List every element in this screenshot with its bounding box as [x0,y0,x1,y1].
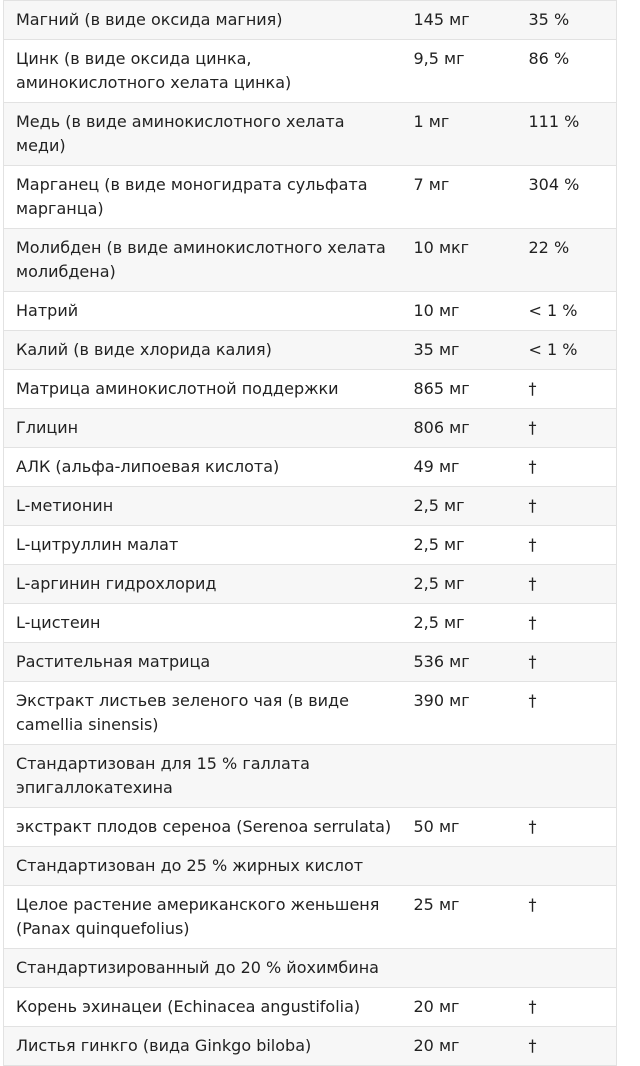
table-row [4,988,617,1027]
table-row [4,1,617,40]
ingredient-amount: 10 мкг [402,229,515,292]
table-row [4,448,617,487]
table-row [4,1027,617,1066]
ingredient-amount: 2,5 мг [402,526,515,565]
daily-value: 111 % [515,103,617,166]
daily-value [515,847,617,886]
ingredient-name: Листья гинкго (вида Ginkgo biloba) [4,1027,402,1066]
ingredient-name: Целое растение американского женьшеня (Panax quinquefolius) [4,886,402,949]
table-row [4,643,617,682]
ingredient-name: экстракт плодов сереноа (Serenoa serrulata) [4,808,402,847]
supplement-facts-table [3,0,617,1066]
daily-value [515,745,617,808]
daily-value [515,949,617,988]
ingredient-name: Цинк (в виде оксида цинка, аминокислотного хелата цинка) [4,40,402,103]
daily-value: 304 % [515,166,617,229]
ingredient-name: L-цитруллин малат [4,526,402,565]
ingredient-amount: 145 мг [402,1,515,40]
ingredient-name: Экстракт листьев зеленого чая (в виде camellia sinensis) [4,682,402,745]
ingredient-name: Магний (в виде оксида магния) [4,1,402,40]
daily-value: † [515,448,617,487]
ingredient-amount: 25 мг [402,886,515,949]
table-row [4,847,617,886]
daily-value: † [515,643,617,682]
daily-value: † [515,1027,617,1066]
daily-value: < 1 % [515,292,617,331]
ingredient-amount: 10 мг [402,292,515,331]
ingredient-amount: 9,5 мг [402,40,515,103]
ingredient-name: Молибден (в виде аминокислотного хелата молибдена) [4,229,402,292]
ingredient-name: Матрица аминокислотной поддержки [4,370,402,409]
ingredient-amount: 2,5 мг [402,604,515,643]
daily-value: † [515,487,617,526]
table-row [4,949,617,988]
daily-value: † [515,808,617,847]
table-row [4,331,617,370]
daily-value: † [515,988,617,1027]
daily-value: † [515,370,617,409]
ingredient-name: Глицин [4,409,402,448]
ingredient-name: Стандартизован до 25 % жирных кислот [4,847,402,886]
table-row [4,103,617,166]
ingredient-amount: 35 мг [402,331,515,370]
ingredient-amount [402,949,515,988]
table-row [4,229,617,292]
table-row [4,166,617,229]
daily-value: † [515,526,617,565]
daily-value: † [515,409,617,448]
table-row [4,292,617,331]
table-row [4,565,617,604]
table-row [4,370,617,409]
ingredient-amount: 390 мг [402,682,515,745]
ingredient-amount: 49 мг [402,448,515,487]
table-row [4,40,617,103]
ingredient-name: Калий (в виде хлорида калия) [4,331,402,370]
ingredient-amount: 2,5 мг [402,487,515,526]
ingredient-name: Растительная матрица [4,643,402,682]
ingredient-name: АЛК (альфа-липоевая кислота) [4,448,402,487]
ingredient-name: L-цистеин [4,604,402,643]
daily-value: 22 % [515,229,617,292]
daily-value: 35 % [515,1,617,40]
ingredient-amount [402,745,515,808]
ingredient-name: Медь (в виде аминокислотного хелата меди) [4,103,402,166]
table-row [4,745,617,808]
daily-value: † [515,565,617,604]
ingredient-amount: 536 мг [402,643,515,682]
ingredient-amount: 20 мг [402,988,515,1027]
daily-value: † [515,604,617,643]
ingredient-name: Стандартизован для 15 % галлата эпигаллокатехина [4,745,402,808]
ingredient-amount: 806 мг [402,409,515,448]
daily-value: † [515,886,617,949]
ingredient-name: L-метионин [4,487,402,526]
ingredient-name: Стандартизированный до 20 % йохимбина [4,949,402,988]
ingredient-name: Натрий [4,292,402,331]
table-row [4,604,617,643]
ingredient-amount [402,847,515,886]
table-row [4,886,617,949]
daily-value: 86 % [515,40,617,103]
table-row [4,487,617,526]
table-row [4,526,617,565]
daily-value: † [515,682,617,745]
daily-value: < 1 % [515,331,617,370]
table-row [4,409,617,448]
supplement-facts-body [4,1,617,1066]
ingredient-name: L-аргинин гидрохлорид [4,565,402,604]
ingredient-name: Корень эхинацеи (Echinacea angustifolia) [4,988,402,1027]
table-row [4,808,617,847]
ingredient-amount: 865 мг [402,370,515,409]
table-row [4,682,617,745]
ingredient-amount: 7 мг [402,166,515,229]
ingredient-amount: 20 мг [402,1027,515,1066]
ingredient-name: Марганец (в виде моногидрата сульфата марганца) [4,166,402,229]
ingredient-amount: 2,5 мг [402,565,515,604]
ingredient-amount: 50 мг [402,808,515,847]
ingredient-amount: 1 мг [402,103,515,166]
